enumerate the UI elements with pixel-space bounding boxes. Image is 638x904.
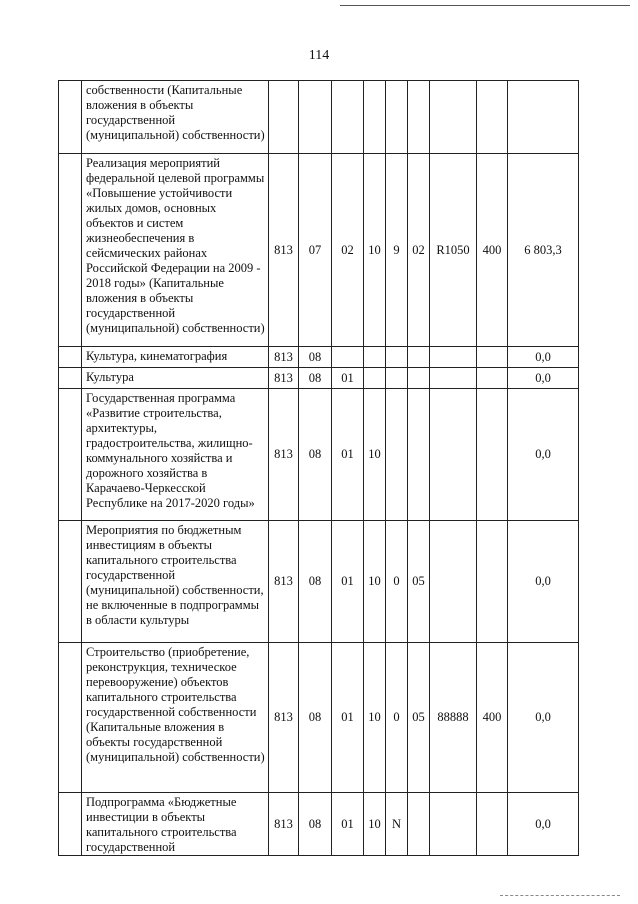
cell-amount: 0,0: [508, 347, 579, 368]
cell-ministry: 813: [269, 521, 299, 643]
cell-section: 08: [299, 368, 332, 389]
cell-subprogram: [386, 347, 408, 368]
cell-event: 05: [408, 643, 430, 793]
cell-section: 07: [299, 154, 332, 347]
cell-subprogram: 0: [386, 643, 408, 793]
cell-subsection: 01: [332, 368, 364, 389]
row-name: Подпрограмма «Бюджетные инвестиции в объекты капитального строительства государственной: [82, 793, 269, 856]
cell-subprogram: 9: [386, 154, 408, 347]
cell-direction: 88888: [430, 643, 477, 793]
cell-expense-type: [477, 347, 508, 368]
cell-section: 08: [299, 521, 332, 643]
cell-event: 05: [408, 521, 430, 643]
blank-cell: [59, 521, 82, 643]
cell-amount: 0,0: [508, 521, 579, 643]
blank-cell: [59, 81, 82, 154]
cell-subprogram: 0: [386, 521, 408, 643]
table-row: [59, 81, 579, 154]
cell-program: 10: [364, 643, 386, 793]
row-name: Культура: [82, 368, 269, 389]
cell-subsection: [332, 347, 364, 368]
cell-expense-type: 400: [477, 643, 508, 793]
table-row: [59, 368, 579, 389]
row-name: собственности (Капитальные вложения в объекты государственной (муниципальной) собственности): [82, 81, 269, 154]
blank-cell: [59, 793, 82, 856]
cell-subsection: 02: [332, 154, 364, 347]
cell-ministry: 813: [269, 793, 299, 856]
cell-amount: 6 803,3: [508, 154, 579, 347]
cell-direction: R1050: [430, 154, 477, 347]
cell-program: 10: [364, 521, 386, 643]
cell-amount: [508, 81, 579, 154]
cell-expense-type: [477, 81, 508, 154]
table-row: [59, 521, 579, 643]
cell-expense-type: 400: [477, 154, 508, 347]
cell-subprogram: [386, 389, 408, 521]
cell-ministry: 813: [269, 643, 299, 793]
cell-ministry: 813: [269, 368, 299, 389]
row-name: Мероприятия по бюджетным инвестициям в объекты капитального строительства государственной (муниципальной) собственности, не включенные в подпрограммы в области культуры: [82, 521, 269, 643]
cell-direction: [430, 793, 477, 856]
cell-amount: 0,0: [508, 389, 579, 521]
row-name: Культура, кинематография: [82, 347, 269, 368]
cell-ministry: [269, 81, 299, 154]
cell-program: 10: [364, 154, 386, 347]
cell-subsection: 01: [332, 521, 364, 643]
cell-program: 10: [364, 793, 386, 856]
cell-subsection: [332, 81, 364, 154]
cell-ministry: 813: [269, 347, 299, 368]
cell-event: [408, 368, 430, 389]
cell-expense-type: [477, 793, 508, 856]
cell-direction: [430, 389, 477, 521]
row-name: Реализация мероприятий федеральной целевой программы «Повышение устойчивости жилых домов, основных объектов и систем жизнеобеспечения в сейсмических районах Российской Федерации на 2009 - 2018 годы» (Капитальные вложения в объекты государственной (муниципальной) собственности): [82, 154, 269, 347]
row-name: Государственная программа «Развитие строительства, архитектуры, градостроительства, жилищно-коммунального хозяйства и дорожного хозяйства в Карачаево-Черкесской Республике на 2017-2020 годы»: [82, 389, 269, 521]
cell-direction: [430, 521, 477, 643]
cell-amount: 0,0: [508, 793, 579, 856]
blank-cell: [59, 643, 82, 793]
table-row: [59, 643, 579, 793]
cell-ministry: 813: [269, 389, 299, 521]
cell-section: [299, 81, 332, 154]
cell-subsection: 01: [332, 643, 364, 793]
cell-program: [364, 81, 386, 154]
table-row: [59, 347, 579, 368]
row-name: Строительство (приобретение, реконструкция, техническое перевооружение) объектов капитального строительства государственной собственности (Капитальные вложения в объекты государственной (муниципальной) собственности): [82, 643, 269, 793]
cell-subsection: 01: [332, 389, 364, 521]
cell-section: 08: [299, 643, 332, 793]
cell-event: 02: [408, 154, 430, 347]
cell-program: [364, 368, 386, 389]
table-row: [59, 793, 579, 856]
cell-direction: [430, 368, 477, 389]
bottom-rule: [500, 895, 620, 896]
blank-cell: [59, 368, 82, 389]
table-row: [59, 154, 579, 347]
blank-cell: [59, 389, 82, 521]
top-rule: [340, 5, 630, 6]
budget-table: [58, 80, 579, 856]
cell-expense-type: [477, 389, 508, 521]
cell-section: 08: [299, 793, 332, 856]
page-number: 114: [308, 48, 330, 63]
cell-event: [408, 389, 430, 521]
cell-expense-type: [477, 368, 508, 389]
blank-cell: [59, 347, 82, 368]
cell-subsection: 01: [332, 793, 364, 856]
cell-program: 10: [364, 389, 386, 521]
cell-event: [408, 793, 430, 856]
table-row: [59, 389, 579, 521]
cell-subprogram: [386, 81, 408, 154]
cell-section: 08: [299, 347, 332, 368]
cell-program: [364, 347, 386, 368]
cell-section: 08: [299, 389, 332, 521]
cell-subprogram: [386, 368, 408, 389]
cell-direction: [430, 347, 477, 368]
cell-amount: 0,0: [508, 643, 579, 793]
blank-cell: [59, 154, 82, 347]
cell-ministry: 813: [269, 154, 299, 347]
cell-expense-type: [477, 521, 508, 643]
cell-direction: [430, 81, 477, 154]
cell-event: [408, 81, 430, 154]
cell-subprogram: N: [386, 793, 408, 856]
cell-amount: 0,0: [508, 368, 579, 389]
cell-event: [408, 347, 430, 368]
